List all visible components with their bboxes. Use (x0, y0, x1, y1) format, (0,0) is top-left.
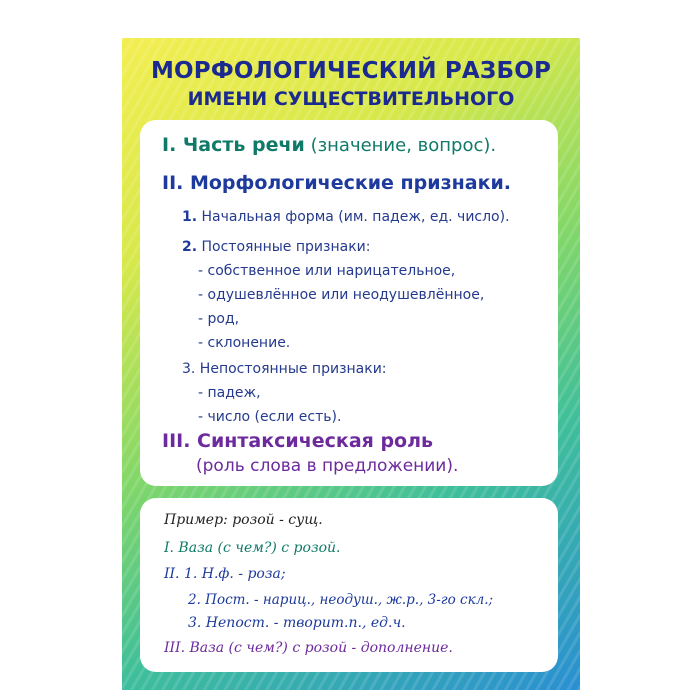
poster (122, 38, 580, 690)
item-text: Постоянные признаки: (201, 239, 371, 255)
item-number: 2. (182, 239, 198, 255)
section-1-heading: I. Часть речи (162, 134, 305, 156)
rules-panel (140, 120, 558, 486)
example-heading: Пример: розой - сущ. (164, 512, 323, 528)
list-item: - падеж, (198, 385, 261, 401)
list-item: - число (если есть). (198, 409, 342, 425)
item-2-3: 3. Непостоянные признаки: (182, 361, 387, 377)
poster-title: МОРФОЛОГИЧЕСКИЙ РАЗБОР (150, 58, 552, 84)
item-text: Начальная форма (им. падеж, ед. число). (201, 209, 510, 225)
poster-subtitle: ИМЕНИ СУЩЕСТВИТЕЛЬНОГО (187, 88, 515, 110)
example-line: II. 1. Н.ф. - роза; (164, 566, 286, 582)
example-line: I. Ваза (с чем?) с розой. (164, 540, 341, 556)
list-item: - склонение. (198, 335, 291, 351)
list-item: - собственное или нарицательное, (198, 263, 456, 279)
item-2-1 (182, 209, 510, 225)
list-item: - род, (198, 311, 240, 327)
example-line: 2. Пост. - нариц., неодуш., ж.р., 3-го скл.; (188, 592, 494, 608)
section-2-heading: II. Морфологические признаки. (162, 172, 512, 194)
section-3-heading: III. Синтаксическая роль (162, 430, 434, 452)
section-3-note: (роль слова в предложении). (196, 456, 459, 476)
example-panel (140, 498, 558, 672)
example-line: 3. Непост. - творит.п., ед.ч. (188, 615, 406, 631)
section-1-note: (значение, вопрос). (310, 135, 497, 156)
list-item: - одушевлённое или неодушевлённое, (198, 287, 485, 303)
example-line: III. Ваза (с чем?) с розой - дополнение. (164, 640, 453, 656)
item-2-2 (182, 239, 370, 255)
item-number: 1. (182, 209, 198, 225)
section-1 (162, 134, 496, 156)
